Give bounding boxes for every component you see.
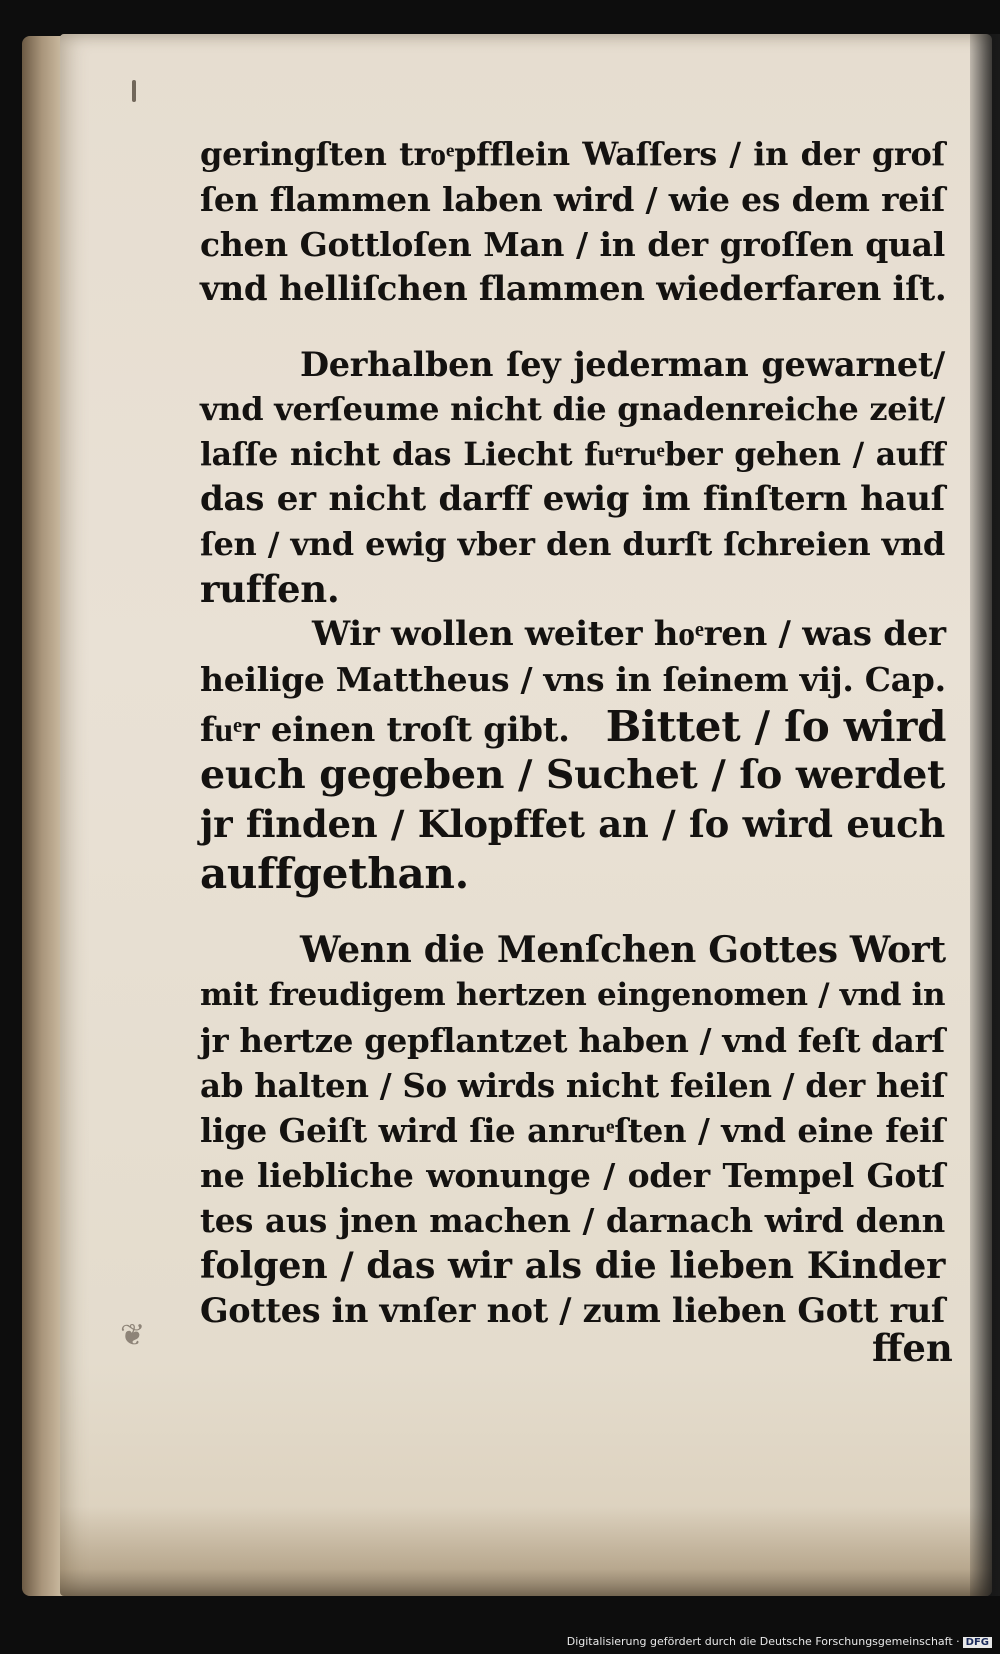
- text-line: lige Geiſt wird ſie anruͤſten / vnd eine feiſ: [200, 1111, 945, 1150]
- text-run: fuͤr einen troſt gibt.: [200, 710, 570, 750]
- digitization-credit: [567, 1635, 992, 1648]
- text-line: jr finden / Klopffet an / ſo wird euch: [200, 802, 945, 846]
- text-line: vnd helliſchen flammen wiederfaren iſt.: [200, 269, 947, 309]
- text-line: vnd verſeume nicht die gnadenreiche zeit/: [200, 390, 945, 428]
- text-line: laſſe nicht das Liecht fuͤruͤber gehen / auff: [200, 436, 945, 473]
- paragraph-1: [200, 132, 945, 312]
- gutter-shadow: [970, 34, 1000, 1596]
- page-mark: [132, 80, 136, 102]
- text-line: ruffen.: [200, 567, 340, 611]
- dfg-logo: DFG: [963, 1637, 992, 1648]
- scripture-quote: [200, 751, 945, 898]
- text-line: ſen / vnd ewig vber den durſt ſchreien vnd: [200, 525, 945, 563]
- text-line: ſen flammen laben wird / wie es dem reiſ: [200, 180, 945, 219]
- fleuron-icon: ❦: [120, 1318, 146, 1353]
- text-line: mit freudigem hertzen eingenomen / vnd in: [200, 977, 946, 1013]
- text-line: ne liebliche wonunge / oder Tempel Gotſ: [200, 1156, 945, 1195]
- text-line: Derhalben ſey jederman gewarnet/: [300, 345, 945, 384]
- text-line: [200, 702, 945, 751]
- text-line: euch gegeben / Suchet / ſo werdet: [200, 752, 945, 798]
- text-line: geringſten troͤpfflein Waſſers / in der groſ: [200, 135, 945, 173]
- text-line: chen Gottloſen Man / in der groſſen qual: [200, 225, 945, 264]
- text-line: folgen / das wir als die lieben Kinder: [200, 1244, 945, 1287]
- paragraph-4: [200, 928, 945, 1333]
- paragraph-3: [200, 612, 945, 898]
- credit-text: Digitalisierung gefördert durch die Deutsche Forschungsgemeinschaft ·: [566, 1635, 960, 1648]
- text-line: Gottes in vnſer not / zum lieben Gott ruſ: [200, 1291, 945, 1330]
- paragraph-2: [200, 342, 945, 612]
- text-line: Wir wollen weiter hoͤren / was der: [312, 614, 946, 654]
- text-line: tes aus jnen machen / darnach wird denn: [200, 1201, 945, 1240]
- catchword: ffen: [872, 1326, 953, 1370]
- text-line: jr hertze gepflantzet haben / vnd feſt darſ: [200, 1021, 945, 1060]
- page-text: [200, 132, 945, 1333]
- text-line: Wenn die Menſchen Gottes Wort: [300, 929, 946, 971]
- text-line: heilige Mattheus / vns in ſeinem vij. Cap.: [200, 660, 946, 699]
- scripture-quote: Bittet / ſo wird: [605, 702, 947, 751]
- text-line: das er nicht darff ewig im finſtern hauſ: [200, 479, 945, 519]
- text-line: auffgethan.: [200, 849, 469, 898]
- text-line: ab halten / So wirds nicht feilen / der heiſ: [200, 1066, 946, 1105]
